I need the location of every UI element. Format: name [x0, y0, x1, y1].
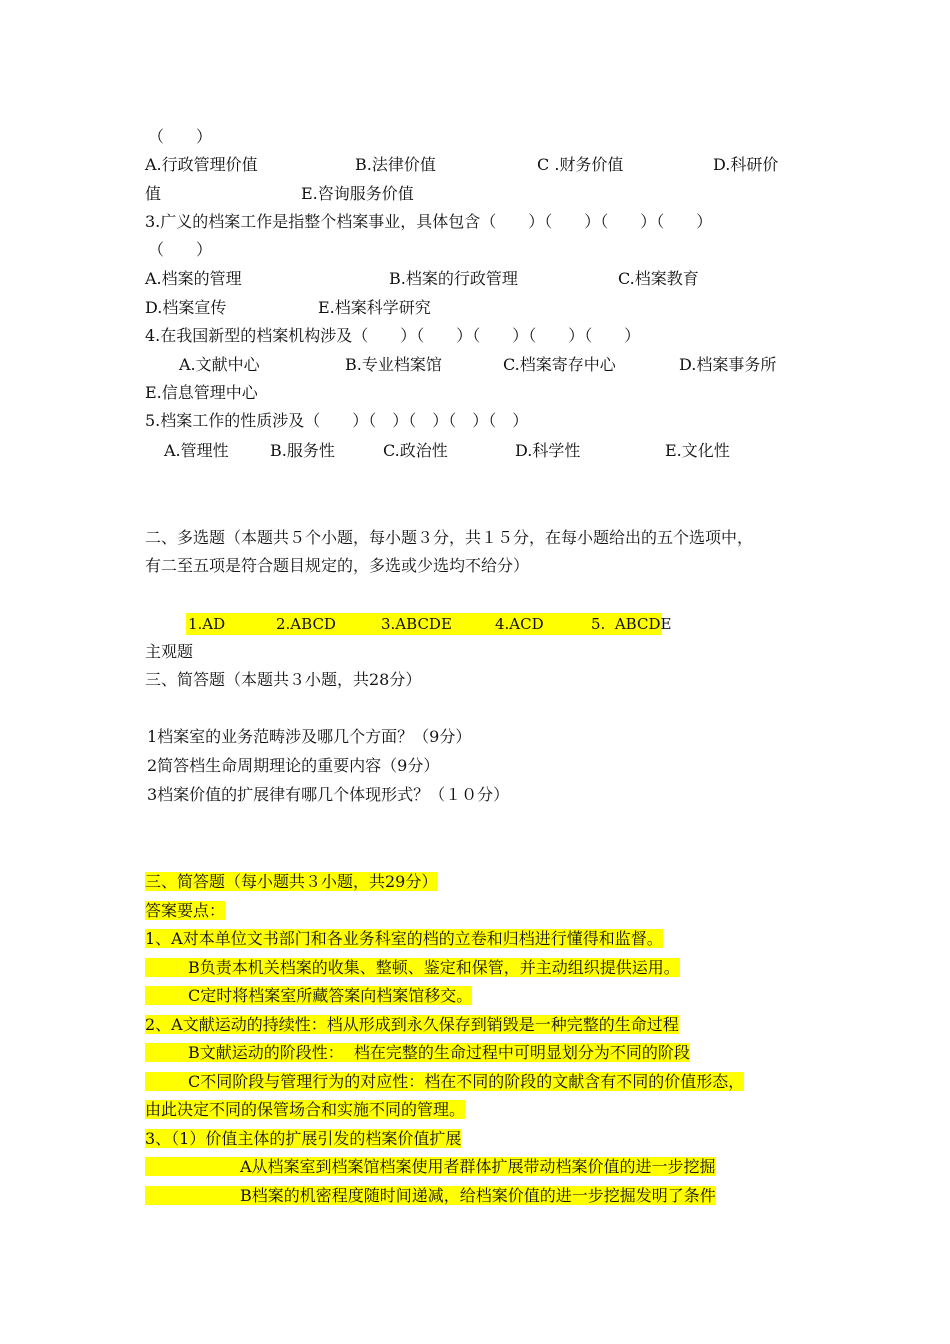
- section2-answer-2: 2.ABCD: [276, 615, 336, 633]
- q2-option-e: E.咨询服务价值: [301, 184, 414, 203]
- section2-answer-1: 1.AD: [188, 615, 226, 633]
- q2-option-d: D.科研价: [713, 155, 779, 174]
- q4-option-b: B.专业档案馆: [345, 355, 442, 374]
- q3-option-e: E.档案科学研究: [318, 298, 431, 317]
- q5-question: 5.档案工作的性质涉及（ ）（ ）（ ）（ ）（ ）: [145, 411, 529, 430]
- section3-question-3: 3档案价值的扩展律有哪几个体现形式？（１０分）: [147, 785, 510, 804]
- answer-line-3b: B档案的机密程度随时间递减，给档案价值的进一步挖掘发明了条件: [145, 1186, 716, 1205]
- q3-option-d: D.档案宣传: [145, 298, 227, 317]
- answer-line-2a: 2、A文献运动的持续性：档从形成到永久保存到销毁是一种完整的生命过程: [145, 1015, 679, 1034]
- section2-answer-5: 5. ABCDE: [591, 615, 672, 633]
- q5-option-a: A.管理性: [164, 441, 229, 460]
- q3-answer-paren: （ ）: [148, 240, 213, 259]
- q4-option-e: E.信息管理中心: [145, 383, 258, 402]
- section2-answer-3: 3.ABCDE: [381, 615, 452, 633]
- section3-title: 三、简答题（本题共３小题，共28分）: [145, 670, 422, 689]
- section3-question-1: 1档案室的业务范畴涉及哪几个方面？（9分）: [147, 727, 472, 746]
- q1-answer-paren: （ ）: [148, 127, 213, 146]
- q4-option-c: C.档案寄存中心: [503, 355, 616, 374]
- section2-heading-line2: 有二至五项是符合题目规定的，多选或少选均不给分）: [145, 556, 530, 575]
- section2-answer-4: 4.ACD: [495, 615, 544, 633]
- q5-option-d: D.科学性: [515, 441, 581, 460]
- answer-line-2c: C不同阶段与管理行为的对应性：档在不同的阶段的文献含有不同的价值形态，: [145, 1072, 744, 1091]
- answer-line-1c: C定时将档案室所藏答案向档案馆移交。: [145, 986, 472, 1005]
- q5-option-e: E.文化性: [665, 441, 730, 460]
- answer-line-2c-cont: 由此决定不同的保管场合和实施不同的管理。: [145, 1100, 466, 1119]
- q5-option-b: B.服务性: [270, 441, 335, 460]
- q2-option-b: B.法律价值: [355, 155, 436, 174]
- q2-option-a: A.行政管理价值: [145, 155, 258, 174]
- answer-line-3: 3、（1）价值主体的扩展引发的档案价值扩展: [145, 1129, 462, 1148]
- answer-line-1a: 1、A对本单位文书部门和各业务科室的档的立卷和归档进行懂得和监督。: [145, 929, 663, 948]
- answer-line-3a: A从档案室到档案馆档案使用者群体扩展带动档案价值的进一步挖掘: [145, 1157, 716, 1176]
- answer-points-label: 答案要点：: [145, 901, 226, 920]
- q3-option-a: A.档案的管理: [145, 269, 242, 288]
- q4-option-a: A.文献中心: [179, 355, 260, 374]
- section2-heading-line1: 二、多选题（本题共５个小题，每小题３分，共１５分，在每小题给出的五个选项中，: [145, 528, 754, 547]
- answer-line-1b: B负责本机关档案的收集、整顿、鉴定和保管，并主动组织提供运用。: [145, 958, 680, 977]
- q2-option-d-wrap: 值: [145, 184, 162, 203]
- q3-question: 3.广义的档案工作是指整个档案事业，具体包含（ ）（ ）（ ）（ ）: [145, 212, 713, 231]
- q3-option-c: C.档案教育: [618, 269, 699, 288]
- q2-option-c: C .财务价值: [537, 155, 624, 174]
- q4-option-d: D.档案事务所: [679, 355, 777, 374]
- section3-question-2: 2简答档生命周期理论的重要内容（9分）: [147, 756, 440, 775]
- q5-option-c: C.政治性: [383, 441, 448, 460]
- answer-title: 三、简答题（每小题共３小题，共29分）: [145, 872, 438, 891]
- q3-option-b: B.档案的行政管理: [389, 269, 518, 288]
- q4-question: 4.在我国新型的档案机构涉及（ ）（ ）（ ）（ ）（ ）: [145, 326, 641, 345]
- answer-line-2b: B文献运动的阶段性： 档在完整的生命过程中可明显划分为不同的阶段: [145, 1043, 690, 1062]
- subjective-label: 主观题: [145, 642, 194, 661]
